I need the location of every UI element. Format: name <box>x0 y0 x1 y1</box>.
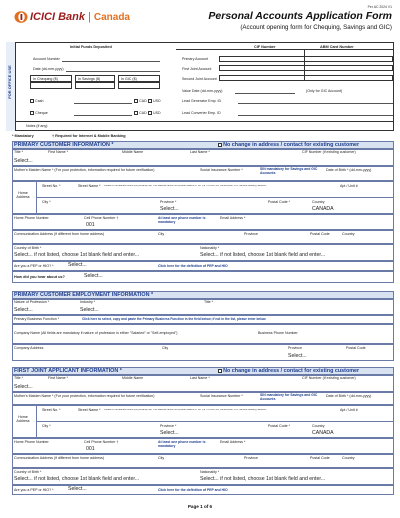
lead-generator-label: Lead Generator Emp. ID <box>182 99 222 103</box>
industry-label: Industry * <box>80 300 96 304</box>
bank-name: ICICI Bank <box>30 11 86 23</box>
usd-label: USD <box>152 111 161 115</box>
cheque-amount-field[interactable] <box>74 115 132 116</box>
business-phone-label: Business Phone Number <box>258 331 298 335</box>
value-date-label: Value Date (dd-mm-yyyy) <box>182 89 223 93</box>
primary-account-field[interactable] <box>219 56 393 62</box>
middle-name-label: Middle Name <box>122 150 144 154</box>
joint-cif-label: CIF Number (if existing customer) <box>302 376 356 380</box>
joint-title-select[interactable]: Select... <box>14 384 33 390</box>
city-label: City * <box>42 200 51 204</box>
first-name-label: First Name * <box>48 150 68 154</box>
comm-country-label: Country <box>342 232 355 236</box>
street-note: Please fill the address where you presently live. This address cannot be a postal mailbox or 'c/o' (i.e. PO Box, RR, Rural Route, C/O, General Delivery) address. <box>104 184 267 187</box>
company-name-label: Company Name (All fields are mandatory if nature of profession is either "Salaried" or "Self-employed") <box>14 331 178 335</box>
joint-birth-country-select[interactable]: Select... if not listed, choose 1st blank field and enter... <box>14 476 140 482</box>
sin-label: Social Insurance Number * <box>200 168 243 172</box>
joint-country-value[interactable]: CANADA <box>312 430 334 436</box>
company-postal-label: Postal Code <box>346 346 366 350</box>
sin-note: SIN mandatory for Savings and GIC Accounts <box>260 167 318 175</box>
joint-dob-label: Date of Birth * (dd-mm-yyyy) <box>326 394 372 398</box>
business-function-label: Primary Business Function * <box>14 317 60 321</box>
form-title: Personal Accounts Application Form <box>208 10 392 22</box>
employment-title: PRIMARY CUSTOMER EMPLOYMENT INFORMATION * <box>14 292 154 298</box>
company-province-label: Province <box>288 346 302 350</box>
joint-home-address-label: Home Address <box>16 415 30 423</box>
province-label: Province * <box>160 200 177 204</box>
nature-profession-select[interactable]: Select... <box>14 307 33 313</box>
street-no-label: Street No. * <box>42 184 61 188</box>
province-select[interactable]: Select... <box>160 206 179 212</box>
dob-label: Date of Birth * (dd-mm-yyyy) <box>326 168 372 172</box>
cheque-label: Cheque <box>35 111 48 115</box>
cash-cad-checkbox[interactable] <box>134 99 138 103</box>
joint-title-label: Title * <box>14 376 24 380</box>
page-number: Page 1 of 6 <box>187 504 213 509</box>
joint-street-no-label: Street No. * <box>42 408 61 412</box>
col-cif: CIF Number <box>254 45 276 49</box>
joint-info-title: FIRST JOINT APPLICANT INFORMATION * <box>14 368 122 374</box>
joint-street-note: Please fill the address where you presently live. This address cannot be a postal mailbox or 'c/o' (i.e. PO Box, RR, Rural Route, C/O, General Delivery) address. <box>104 408 267 411</box>
pep-select[interactable]: Select... <box>68 262 87 268</box>
joint-postal-label: Postal Code * <box>268 424 290 428</box>
joint-birth-country-label: Country of Birth * <box>14 470 42 474</box>
nationality-label: Nationality * <box>200 246 220 250</box>
form-subtitle: (Account opening form for Chequing, Savings and GIC) <box>240 24 392 31</box>
hear-about-select[interactable]: Select... <box>84 273 103 279</box>
apt-label: Apt / Unit # <box>340 184 358 188</box>
joint-province-select[interactable]: Select... <box>160 430 179 436</box>
first-joint-field[interactable] <box>219 65 393 71</box>
primary-no-change-checkbox[interactable] <box>218 143 222 147</box>
date-label: Date (dd-mm-yyyy) <box>33 67 64 71</box>
cash-usd-checkbox[interactable] <box>148 99 152 103</box>
home-phone-label: Home Phone Number <box>14 216 49 220</box>
joint-phone-note: At least one phone number is mandatory <box>158 440 206 448</box>
joint-cell-code[interactable]: 001 <box>86 446 95 452</box>
hear-about-label: How did you hear about us? <box>14 275 65 279</box>
only-gic-label: (Only for GIC Account) <box>306 89 343 93</box>
lead-generator-field[interactable] <box>238 103 393 104</box>
primary-account-label: Primary Account <box>182 57 209 61</box>
cad-label: CAD <box>139 111 147 115</box>
birth-country-label: Country of Birth * <box>14 246 42 250</box>
postal-code-label: Postal Code * <box>268 200 290 204</box>
primary-info-title: PRIMARY CUSTOMER INFORMATION * <box>14 142 114 148</box>
joint-comm-postal-label: Postal Code <box>310 456 330 460</box>
joint-middle-name-label: Middle Name <box>122 376 144 380</box>
notes-label: Notes (if any): <box>26 124 49 128</box>
title-select[interactable]: Select... <box>14 158 33 164</box>
savings-amount[interactable] <box>75 82 115 89</box>
country-value[interactable]: CANADA <box>312 206 334 212</box>
account-number-label: Account Number <box>33 57 60 61</box>
joint-comm-city-label: City <box>158 456 165 460</box>
cash-label: Cash <box>35 99 44 103</box>
joint-no-change-checkbox[interactable] <box>218 369 222 373</box>
maiden-name-label: Mother's Maiden Name * (For your protection, information required for future verification) <box>14 168 155 172</box>
joint-comm-province-label: Province <box>244 456 258 460</box>
joint-home-phone-label: Home Phone Number <box>14 440 49 444</box>
joint-nationality-label: Nationality * <box>200 470 220 474</box>
cheque-usd-checkbox[interactable] <box>148 111 152 115</box>
cheque-checkbox[interactable] <box>30 111 34 115</box>
street-name-label: Street Name * <box>78 184 101 188</box>
office-use-label: FOR OFFICE USE <box>7 65 12 99</box>
primary-no-change-label: No change in address / contact for existing customer <box>223 142 360 148</box>
joint-pep-link[interactable]: Click here for the definition of PEP and HIO <box>158 488 228 492</box>
chequing-amount[interactable] <box>30 82 72 89</box>
value-date-field[interactable] <box>235 93 295 94</box>
industry-select[interactable]: Select... <box>80 307 99 313</box>
bank-logo: ICICI Bank | Canada <box>14 10 130 24</box>
last-name-label: Last Name * <box>190 150 210 154</box>
joint-first-name-label: First Name * <box>48 376 68 380</box>
joint-country-label: Country <box>312 424 325 428</box>
second-joint-label: Second Joint Account <box>182 77 217 81</box>
cash-amount-field[interactable] <box>74 103 132 104</box>
joint-comm-country-label: Country <box>342 456 355 460</box>
joint-cell-phone-label: Cell Phone Number † <box>84 440 119 444</box>
second-joint-field[interactable] <box>219 75 393 81</box>
phone-note: At least one phone number is mandatory <box>158 216 206 224</box>
joint-no-change-label: No change in address / contact for existing customer <box>223 368 360 374</box>
cheque-cad-checkbox[interactable] <box>134 111 138 115</box>
company-address-label: Company Address <box>14 346 44 350</box>
pep-label: Are you a PEP or HIO? * <box>14 264 54 268</box>
cad-label: CAD <box>139 99 147 103</box>
pep-link[interactable]: Click here for the definition of PEP and HIO <box>158 264 228 268</box>
date-field[interactable] <box>66 71 160 72</box>
birth-country-select[interactable]: Select... if not listed, choose 1st blank field and enter... <box>14 252 140 258</box>
joint-comm-address-label: Communication Address (if different from home address) <box>14 456 105 460</box>
comm-postal-label: Postal Code <box>310 232 330 236</box>
col-abm: ABM Card Number <box>320 45 354 49</box>
gic-amount[interactable] <box>118 82 160 89</box>
joint-street-name-label: Street Name * <box>78 408 101 412</box>
required-legend: † Required for Internet & Mobile Banking <box>52 134 126 138</box>
job-title-label: Title * <box>204 300 214 304</box>
cif-existing-label: CIF Number (if existing customer) <box>302 150 356 154</box>
joint-apt-label: Apt / Unit # <box>340 408 358 412</box>
joint-pep-select[interactable]: Select... <box>68 486 87 492</box>
in-savings-box: In Savings ($) <box>75 75 115 82</box>
col-initial-funds: Initial Funds Deposited <box>70 45 112 49</box>
business-function-link[interactable]: Click here to select, copy and paste the Primary Business Function in the field below; if not in the list, please enter below. <box>82 317 267 321</box>
joint-province-label: Province * <box>160 424 177 428</box>
lead-converter-field[interactable] <box>238 115 393 116</box>
joint-last-name-label: Last Name * <box>190 376 210 380</box>
joint-maiden-label: Mother's Maiden Name * (For your protection, information required for future verification) <box>14 394 155 398</box>
home-address-label: Home Address <box>16 191 30 199</box>
lead-converter-label: Lead Converter Emp. ID <box>182 111 221 115</box>
in-gic-box: In GIC ($) <box>118 75 160 82</box>
comm-province-label: Province <box>244 232 258 236</box>
joint-email-label: Email Address * <box>220 440 246 444</box>
company-province-select[interactable]: Select... <box>288 353 307 359</box>
nationality-select[interactable]: Select... if not listed, choose 1st blank field and enter... <box>200 252 326 258</box>
account-number-field[interactable] <box>62 61 160 62</box>
first-joint-label: First Joint Account <box>182 67 212 71</box>
comm-city-label: City <box>158 232 165 236</box>
in-chequing-box: In Chequing ($) <box>30 75 72 82</box>
title-label: Title * <box>14 150 24 154</box>
comm-address-label: Communication Address (if different from home address) <box>14 232 105 236</box>
joint-nationality-select[interactable]: Select... if not listed, choose 1st blank field and enter... <box>200 476 326 482</box>
mandatory-legend: * Mandatory <box>12 134 34 138</box>
form-code: Per AC 2024 V1 <box>367 5 392 9</box>
cell-code[interactable]: 001 <box>86 222 95 228</box>
nature-profession-label: Nature of Profession * <box>14 300 50 304</box>
joint-pep-label: Are you a PEP or HIO? * <box>14 488 54 492</box>
cell-phone-label: Cell Phone Number † <box>84 216 119 220</box>
joint-sin-note: SIN mandatory for Savings and GIC Accounts <box>260 393 318 401</box>
joint-sin-label: Social Insurance Number * <box>200 394 243 398</box>
cash-checkbox[interactable] <box>30 99 34 103</box>
icici-logo-icon <box>14 10 28 24</box>
joint-city-label: City * <box>42 424 51 428</box>
bank-country: Canada <box>93 11 130 23</box>
email-label: Email Address * <box>220 216 246 220</box>
usd-label: USD <box>152 99 161 103</box>
company-city-label: City <box>162 346 169 350</box>
country-label: Country <box>312 200 325 204</box>
